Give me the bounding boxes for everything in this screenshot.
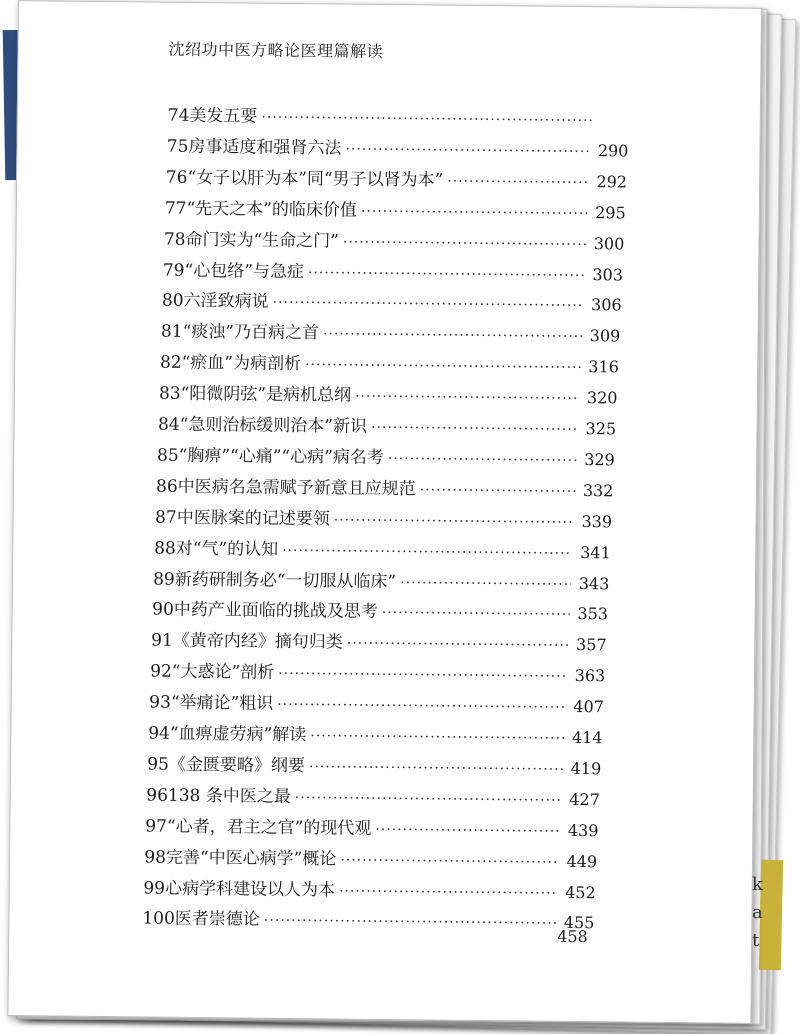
toc-leader-dots — [347, 636, 569, 654]
toc-entry-page: 357 — [575, 635, 607, 655]
toc-leader-dots — [282, 542, 573, 561]
toc-entry-page: 419 — [570, 758, 602, 779]
toc-entry-title: 中药产业面临的挑战及思考 — [173, 600, 378, 623]
toc-entry[interactable] — [162, 286, 622, 317]
toc-entry[interactable] — [155, 502, 612, 533]
toc-entry-number: 85 — [156, 445, 179, 466]
toc-entry[interactable] — [153, 564, 609, 595]
toc-entry[interactable] — [164, 224, 625, 255]
toc-entry-number: 95 — [147, 754, 170, 775]
toc-entry[interactable] — [149, 688, 604, 719]
toc-entry-number: 87 — [155, 507, 177, 528]
toc-entry-page: 455 — [563, 913, 595, 933]
toc-entry-number: 98 — [144, 847, 167, 868]
toc-entry-title: “大惑论”剖析 — [171, 661, 275, 684]
toc-leader-dots — [361, 203, 588, 221]
toc-entry-number: 86 — [155, 476, 178, 497]
toc-entry-title: 房事适度和强肾六法 — [188, 136, 342, 159]
toc-entry-page: 292 — [596, 171, 628, 192]
edge-mark: a — [752, 902, 763, 923]
toc-entry[interactable] — [143, 873, 596, 904]
table-of-contents — [18, 99, 760, 947]
toc-entry-title: 138 条中医之最 — [167, 785, 291, 807]
toc-entry-number: 93 — [149, 692, 171, 713]
toc-entry[interactable] — [146, 780, 600, 811]
toc-leader-dots — [447, 173, 589, 190]
toc-entry-number: 83 — [158, 383, 181, 404]
toc-trailing-page: 458 — [557, 927, 588, 947]
toc-leader-dots — [295, 790, 562, 809]
toc-leader-dots — [400, 575, 571, 593]
toc-entry[interactable] — [145, 811, 598, 842]
toc-entry-title: “痰浊”乃百病之首 — [182, 322, 320, 344]
toc-entry[interactable] — [154, 533, 611, 564]
toc-entry-number: 91 — [151, 630, 173, 652]
toc-entry[interactable] — [157, 440, 615, 471]
toc-entry[interactable] — [159, 379, 618, 410]
toc-leader-dots — [323, 327, 582, 346]
toc-entry-title: 医者崇德论 — [174, 909, 260, 931]
toc-entry[interactable] — [144, 842, 597, 873]
toc-entry-number: 79 — [162, 260, 185, 281]
toc-entry-number: 100 — [142, 908, 175, 930]
toc-entry-number: 99 — [143, 877, 166, 899]
toc-entry-title: 六淫致病说 — [183, 291, 269, 313]
toc-entry[interactable] — [163, 255, 623, 286]
toc-entry[interactable] — [158, 410, 616, 441]
toc-entry-page: 325 — [585, 419, 617, 439]
toc-leader-dots — [264, 913, 557, 932]
toc-entry[interactable] — [147, 749, 601, 780]
toc-leader-dots — [310, 728, 564, 747]
toc-entry-number: 97 — [145, 816, 168, 837]
toc-leader-dots — [278, 666, 567, 685]
toc-entry-page: 309 — [589, 326, 621, 346]
toc-entry-page: 329 — [584, 449, 615, 470]
toc-entry-page: 290 — [597, 141, 629, 161]
edge-mark: t — [752, 930, 760, 951]
toc-entry-page: 353 — [577, 604, 609, 624]
toc-entry-title: 命门实为“生命之门” — [185, 229, 340, 252]
toc-leader-dots — [355, 389, 580, 407]
toc-entry-page: 339 — [581, 511, 613, 532]
toc-entry-number: 75 — [166, 136, 189, 157]
toc-entry-title: 对“气”的认知 — [175, 538, 279, 560]
toc-entry-page: 427 — [569, 789, 600, 810]
toc-leader-dots — [371, 420, 578, 438]
toc-entry-page: 300 — [593, 233, 625, 254]
toc-leader-dots — [261, 110, 592, 129]
toc-entry[interactable] — [152, 595, 608, 626]
toc-entry-title: “心包络”与急症 — [184, 260, 305, 282]
toc-entry-number: 92 — [150, 661, 172, 682]
toc-entry-number: 84 — [157, 414, 180, 435]
toc-leader-dots — [305, 357, 581, 376]
toc-entry-title: 《黄帝内经》摘句归类 — [172, 631, 343, 653]
toc-leader-dots — [340, 852, 559, 870]
toc-entry[interactable] — [142, 904, 594, 935]
toc-leader-dots — [308, 265, 585, 284]
toc-entry-page: 407 — [573, 697, 605, 717]
toc-entry[interactable] — [151, 626, 607, 657]
toc-entry-page: 414 — [571, 727, 603, 748]
toc-entry-title: 完善“中医心病学”概论 — [165, 847, 337, 870]
toc-entry[interactable] — [161, 317, 621, 348]
toc-entry-page: 306 — [590, 295, 622, 315]
toc-entry[interactable] — [160, 348, 619, 379]
toc-leader-dots — [382, 605, 570, 623]
toc-entry[interactable] — [167, 132, 629, 163]
toc-leader-dots — [277, 697, 566, 716]
toc-entry-title: “女子以肝为本”同“男子以肾为本” — [187, 167, 444, 191]
toc-leader-dots — [388, 451, 577, 469]
toc-entry-number: 80 — [161, 291, 184, 312]
toc-entry-page: 316 — [588, 357, 619, 377]
toc-leader-dots — [420, 482, 576, 500]
toc-entry-title: “举痛论”粗识 — [170, 692, 274, 714]
toc-entry-page: 295 — [595, 202, 626, 223]
toc-entry-title: 心病学科建设以人为本 — [164, 878, 336, 900]
toc-entry-page: 449 — [566, 851, 598, 871]
toc-entry-page: 303 — [592, 264, 624, 284]
toc-entry-title: “胸痹”“心痛”“心病”病名考 — [178, 445, 384, 468]
toc-entry-number: 89 — [153, 569, 175, 590]
toc-entry-title: “心者，君主之官”的现代观 — [166, 816, 372, 839]
toc-entry-title: “血痹虚劳病”解读 — [169, 723, 307, 746]
toc-entry-page: 452 — [565, 882, 596, 902]
toc-entry-number: 78 — [163, 229, 186, 250]
toc-entry-number: 76 — [165, 167, 188, 188]
toc-leader-dots — [334, 512, 575, 531]
toc-entry[interactable] — [150, 657, 605, 688]
toc-entry-title: “先天之本”的临床价值 — [186, 198, 358, 221]
toc-entry[interactable] — [166, 162, 627, 193]
toc-entry-page: 439 — [567, 820, 599, 840]
toc-entry-title: 新药研制务必“一切服从临床” — [174, 569, 397, 592]
toc-leader-dots — [339, 883, 558, 901]
toc-entry-title: “阳微阴弦”是病机总纲 — [180, 383, 352, 406]
toc-entry-page: 341 — [580, 542, 611, 562]
toc-entry-page: 343 — [578, 573, 610, 593]
toc-entry-number: 96 — [146, 785, 169, 806]
toc-entry[interactable] — [168, 101, 630, 132]
toc-leader-dots — [343, 234, 587, 253]
toc-entry-number: 94 — [148, 723, 171, 744]
toc-entry-number: 82 — [159, 352, 182, 374]
toc-entry[interactable] — [165, 193, 626, 224]
toc-leader-dots — [375, 822, 560, 840]
toc-entry-number: 90 — [152, 599, 174, 621]
toc-entry-title: 中医脉案的记述要领 — [176, 507, 330, 530]
toc-entry-number: 74 — [167, 105, 190, 126]
toc-entry-number: 81 — [160, 321, 183, 343]
toc-entry-page: 363 — [574, 666, 606, 686]
toc-entry-number: 77 — [164, 198, 187, 219]
edge-mark: k — [752, 874, 763, 895]
running-head: 沈绍功中医方略论医理篇解读 — [168, 39, 384, 61]
toc-entry[interactable] — [148, 719, 603, 750]
toc-entry-title: “瘀血”为病剖析 — [181, 353, 302, 375]
toc-entry-title: 中医病名急需赋予新意且应规范 — [177, 476, 416, 500]
toc-entry-title: 美发五要 — [189, 105, 258, 127]
toc-leader-dots — [272, 295, 583, 314]
toc-entry[interactable] — [156, 471, 614, 502]
toc-leader-dots — [309, 759, 563, 778]
toc-entry-title: “急则治标缓则治本”新识 — [179, 414, 368, 437]
toc-leader-dots — [345, 141, 590, 160]
toc-entry-title: 《金匮要略》纲要 — [168, 754, 306, 777]
toc-entry-number: 88 — [154, 538, 176, 559]
toc-entry-page: 332 — [582, 480, 614, 501]
toc-page — [7, 0, 762, 1024]
toc-entry-page: 320 — [586, 388, 618, 408]
